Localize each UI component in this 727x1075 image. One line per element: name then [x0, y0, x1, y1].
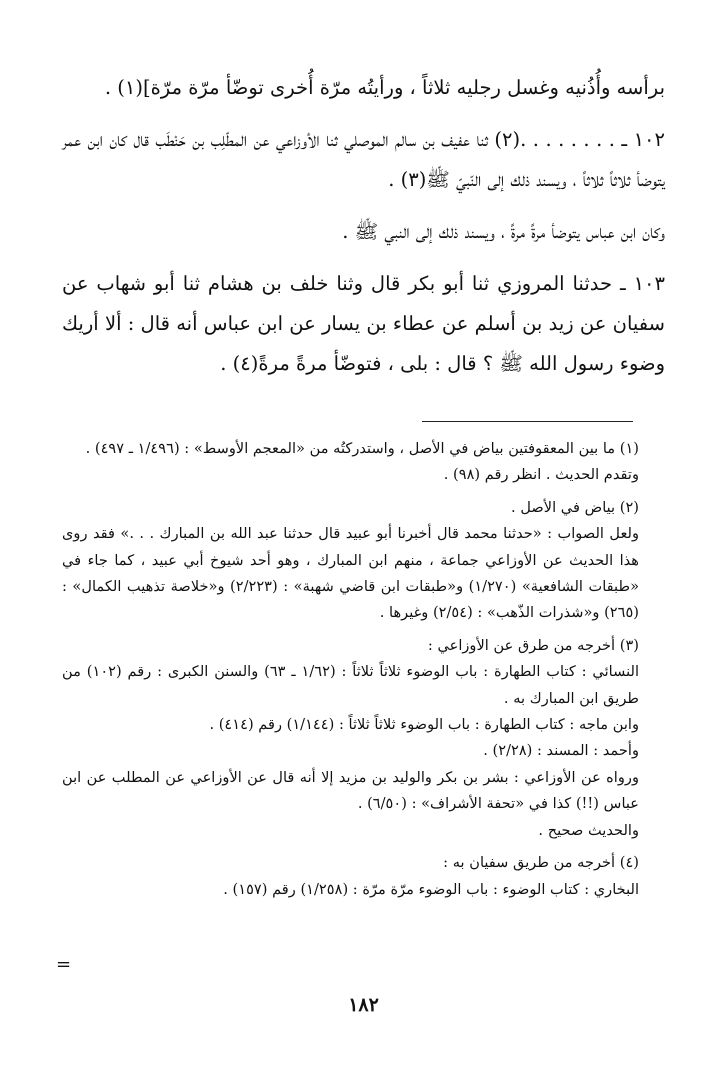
- main-line-1: برأسه وأُذُنيه وغسل رجليه ثلاثاً ، ورأيتُه مرّة أُخرى توضّأ مرّة مرّة](١) .: [104, 76, 665, 99]
- footnote-3-awzai: ورواه عن الأوزاعي : بشر بن بكر والوليد بن مزيد إلا أنه قال عن الأوزاعي عن المطلب عن ابن عباس (!!) كذا في «تحفة الأشراف» : (٦/٥٠) .: [62, 768, 639, 813]
- footnote-3-ibn-majah: وابن ماجه : كتاب الطهارة : باب الوضوء ثلاثاً ثلاثاً : (١/١٤٤) رقم (٤١٤) .: [209, 716, 639, 734]
- footnotes: [62, 436, 665, 903]
- hadith-102: ١٠٢ ـ . . . . . . . .(٢) ثنا عفيف بن سالم الموصلي ثنا الأوزاعي عن المطّلِب بن حَنْطَب قال كان ابن عمر يتوضأ ثلاثاً ثلاثاً ، ويسند ذلك إلى النّبيّ ﷺ(٣) .: [62, 128, 665, 191]
- footnote-3: (٣) أخرجه من طرق عن الأوزاعي :: [427, 636, 639, 654]
- footnote-2-cont: ولعل الصواب : «حدثنا محمد قال أخبرنا أبو عبيد قال حدثنا عبد الله بن المبارك . . .» فقد روى هذا الحديث عن الأوزاعي جماعة ، منهم ابن المبارك ، وهو أحد شيوخ أبي عبيد ، كما جاء في «طبقات الشافعية» (١/٢٧٠) و«طبقات ابن قاضي شهبة» : (٢/٢٢٣) و«خلاصة تذهيب الكمال» : (٢٦٥) و«شذرات الذّهب» : (٢/٥٤) وغيرها .: [62, 525, 639, 622]
- main-text: [62, 68, 665, 390]
- footnote-4: (٤) أخرجه من طريق سفيان به :: [443, 854, 639, 872]
- footnote-2: (٢) بياض في الأصل .: [511, 498, 639, 516]
- footnote-1: (١) ما بين المعقوفتين بياض في الأصل ، واستدركتُه من «المعجم الأوسط» : (١/٤٩٦ ـ ٤٩٧) .: [85, 440, 639, 457]
- footnote-1-cont: وتقدم الحديث . انظر رقم (٩٨) .: [443, 466, 639, 484]
- footnote-3-nasai: النسائي : كتاب الطهارة : باب الوضوء ثلاثاً ثلاثاً : (١/٦٢ ـ ٦٣) والسنن الكبرى : رقم (١٠٢) من طريق ابن المبارك به .: [62, 663, 639, 707]
- footnote-separator: [422, 421, 633, 422]
- continuation-mark: =: [56, 954, 72, 975]
- page-number: ١٨٢: [348, 994, 379, 1016]
- footnote-3-grade: والحديث صحيح .: [538, 821, 639, 839]
- footnote-3-ahmad: وأحمد : المسند : (٢/٢٨) .: [483, 742, 639, 760]
- hadith-103: ١٠٣ ـ حدثنا المروزي ثنا أبو بكر قال وثنا خلف بن هشام ثنا أبو شهاب عن سفيان عن زيد بن أسلم عن عطاء بن يسار عن ابن عباس أنه قال : ألا أريك وضوء رسول الله ﷺ ؟ قال : بلى ، فتوضّأ مرةً مرةً(٤) .: [62, 272, 665, 375]
- footnote-4-bukhari: البخاري : كتاب الوضوء : باب الوضوء مرّة مرّة : (١/٢٥٨) رقم (١٥٧) .: [223, 880, 639, 898]
- ibn-abbas-line: وكان ابن عباس يتوضأ مرةً مرةً ، ويسند ذلك إلى النبي ﷺ .: [342, 220, 665, 243]
